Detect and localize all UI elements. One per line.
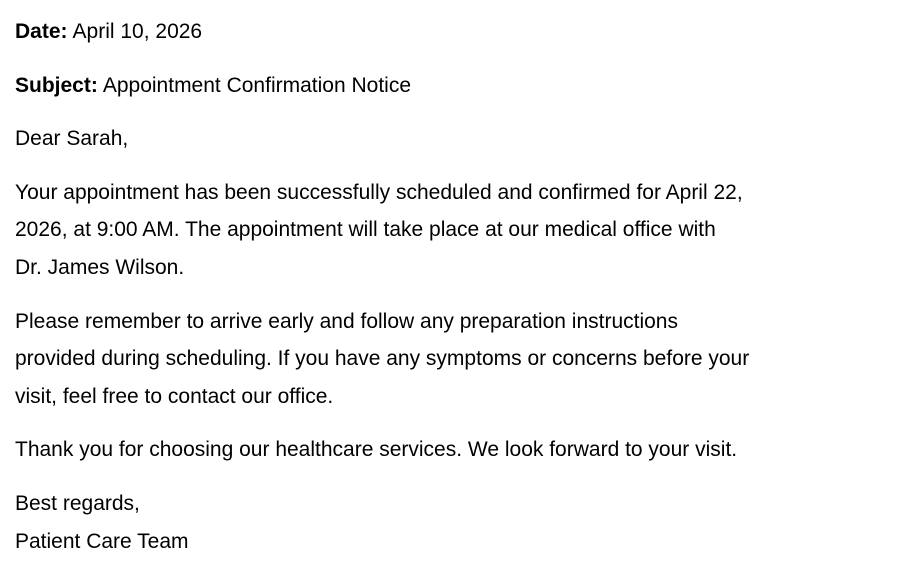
body-paragraph-1-line-1: Your appointment has been successfully scheduled and confirmed for April 22, [15, 180, 743, 204]
closing-block [15, 485, 885, 560]
body-paragraph-2-line-1: Please remember to arrive early and follow any preparation instructions [15, 309, 678, 333]
body-paragraph-2 [15, 303, 885, 416]
date-label: Date: [15, 20, 68, 43]
subject-label: Subject: [15, 73, 98, 97]
date-line [15, 13, 885, 51]
greeting-line [15, 120, 885, 158]
body-paragraph-3-line-1: Thank you for choosing our healthcare services. We look forward to your visit. [15, 438, 738, 462]
body-paragraph-2-line-3: visit, feel free to contact our office. [15, 384, 334, 408]
date-value: April 10, 2026 [72, 20, 203, 43]
subject-line [15, 67, 885, 105]
body-paragraph-3 [15, 431, 885, 469]
body-paragraph-2-line-2: provided during scheduling. If you have any symptoms or concerns before your [15, 347, 750, 371]
body-paragraph-1 [15, 174, 885, 287]
closing-salutation: Best regards, [15, 491, 140, 515]
greeting-text: Dear Sarah, [15, 127, 129, 151]
body-paragraph-1-line-3: Dr. James Wilson. [15, 255, 185, 279]
closing-signature: Patient Care Team [15, 529, 189, 553]
body-paragraph-1-line-2: 2026, at 9:00 AM. The appointment will take place at our medical office with [15, 218, 716, 242]
subject-value: Appointment Confirmation Notice [102, 73, 411, 97]
